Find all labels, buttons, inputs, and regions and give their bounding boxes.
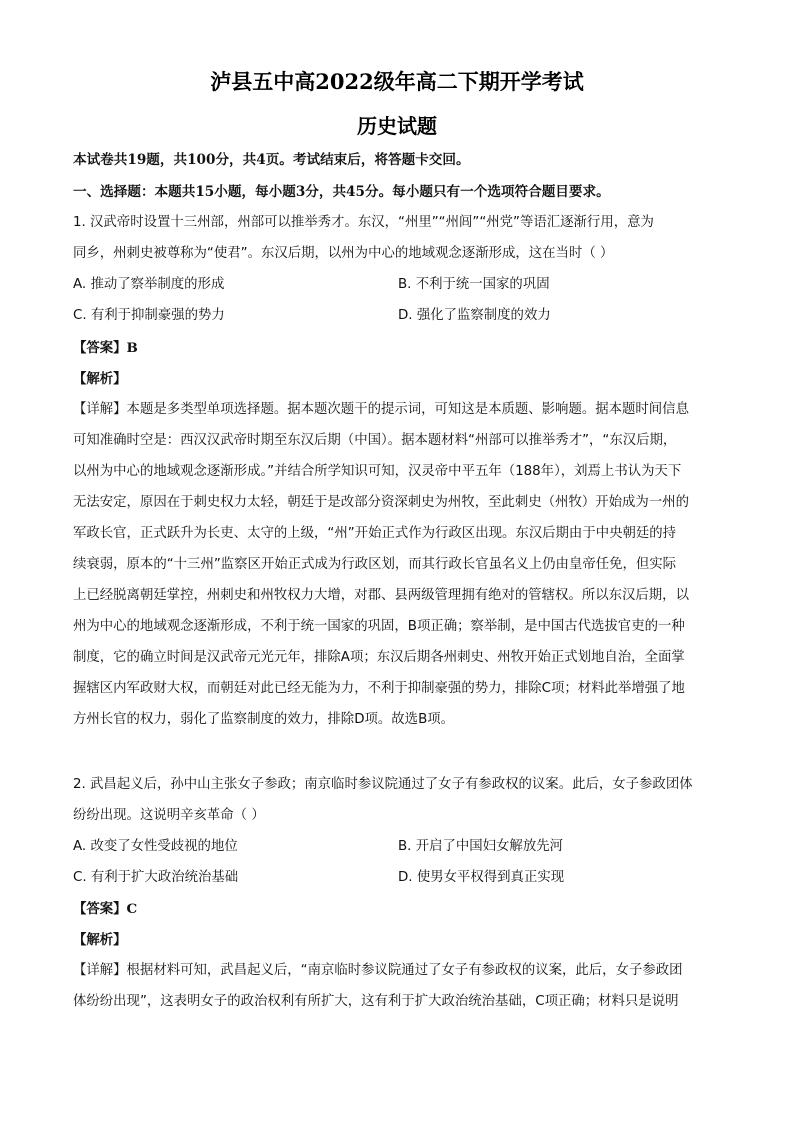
q1-option-a: A. 推动了察举制度的形成 — [73, 277, 225, 292]
q1-answer: 【答案】B — [73, 340, 138, 356]
q1-detail-line: 续衰弱，原本的“十三州”监察区开始正式成为行政区划，而其行政长官虽名义上仍由皇帝任免，但实际 — [73, 557, 677, 572]
q1-option-c: C. 有利于抑制豪强的势力 — [73, 308, 225, 323]
q1-detail-line: 无法安定，原因在于刺史权力太轻，朝廷于是改部分资深刺史为州牧，至此刺史（州牧）开始成为一州的 — [73, 495, 689, 510]
q1-detail-line: 州为中心的地域观念逐渐形成，不利于统一国家的巩固，B项正确；察举制，是中国古代选拔官吏的一种 — [73, 619, 685, 634]
exam-notice: 本试卷共19题，共100分，共4页。考试结束后，将答题卡交回。 — [73, 152, 470, 168]
q2-analysis-label: 【解析】 — [73, 932, 127, 948]
exam-subject: 历史试题 — [357, 114, 437, 138]
q1-detail-line: 上已经脱离朝廷掌控，州刺史和州牧权力大增，对郡、县两级管理拥有绝对的管辖权。所以东汉后期，以 — [73, 588, 689, 603]
q2-answer: 【答案】C — [73, 901, 138, 917]
section-heading: 一、选择题：本题共15小题，每小题3分，共45分。每小题只有一个选项符合题目要求。 — [73, 184, 610, 200]
q2-detail-line: 体纷纷出现”，这表明女子的政治权利有所扩大，这有利于扩大政治统治基础，C项正确；材料只是说明 — [73, 994, 679, 1009]
q1-detail-line: 握辖区内军政财大权，而朝廷对此已经无能为力，不利于抑制豪强的势力，排除C项；材料此举增强了地 — [73, 681, 685, 696]
q1-option-d: D. 强化了监察制度的效力 — [398, 308, 551, 323]
exam-title: 泸县五中高2022级年高二下期开学考试 — [210, 69, 584, 94]
q1-detail-line: 军政长官，正式跃升为长吏、太守的上级，“州”开始正式作为行政区出现。东汉后期由于中央朝廷的持 — [73, 526, 677, 541]
q1-option-b: B. 不利于统一国家的巩固 — [398, 277, 550, 292]
q2-detail-line: 【详解】根据材料可知，武昌起义后，“南京临时参议院通过了女子有参政权的议案，此后，女子参政团 — [73, 963, 683, 978]
q1-detail-line: 【详解】本题是多类型单项选择题。据本题次题干的提示词，可知这是本质题、影响题。据本题时间信息 — [73, 402, 689, 417]
q1-stem-line: 1. 汉武帝时设置十三州部，州部可以推举秀才。东汉，“州里”“州闾”“州党”等语汇逐渐行用，意为 — [73, 215, 654, 230]
q1-detail-line: 可知准确时空是：西汉汉武帝时期至东汉后期（中国）。据本题材料“州部可以推举秀才”，“东汉后期， — [73, 433, 677, 448]
q1-detail-line: 以州为中心的地域观念逐渐形成。”并结合所学知识可知，汉灵帝中平五年（188年），刘焉上书认为天下 — [73, 464, 682, 479]
q2-option-d: D. 使男女平权得到真正实现 — [398, 870, 565, 885]
q1-analysis-label: 【解析】 — [73, 371, 127, 387]
q1-detail-line: 制度，它的确立时间是汉武帝元光元年，排除A项；东汉后期各州刺史、州牧开始正式划地自治，全面掌 — [73, 650, 685, 665]
q2-option-b: B. 开启了中国妇女解放先河 — [398, 839, 563, 854]
q2-stem-line: 2. 武昌起义后，孙中山主张女子参政；南京临时参议院通过了女子有参政权的议案。此后，女子参政团体 — [73, 777, 693, 792]
q2-option-a: A. 改变了女性受歧视的地位 — [73, 839, 238, 854]
q2-stem-line: 纷纷出现。这说明辛亥革命（ ） — [73, 808, 265, 823]
q2-option-c: C. 有利于扩大政治统治基础 — [73, 870, 239, 885]
q1-detail-line: 方州长官的权力，弱化了监察制度的效力，排除D项。故选B项。 — [73, 712, 455, 727]
q1-stem-line: 同乡，州刺史被尊称为“使君”。东汉后期，以州为中心的地域观念逐渐形成，这在当时（ ） — [73, 246, 614, 261]
